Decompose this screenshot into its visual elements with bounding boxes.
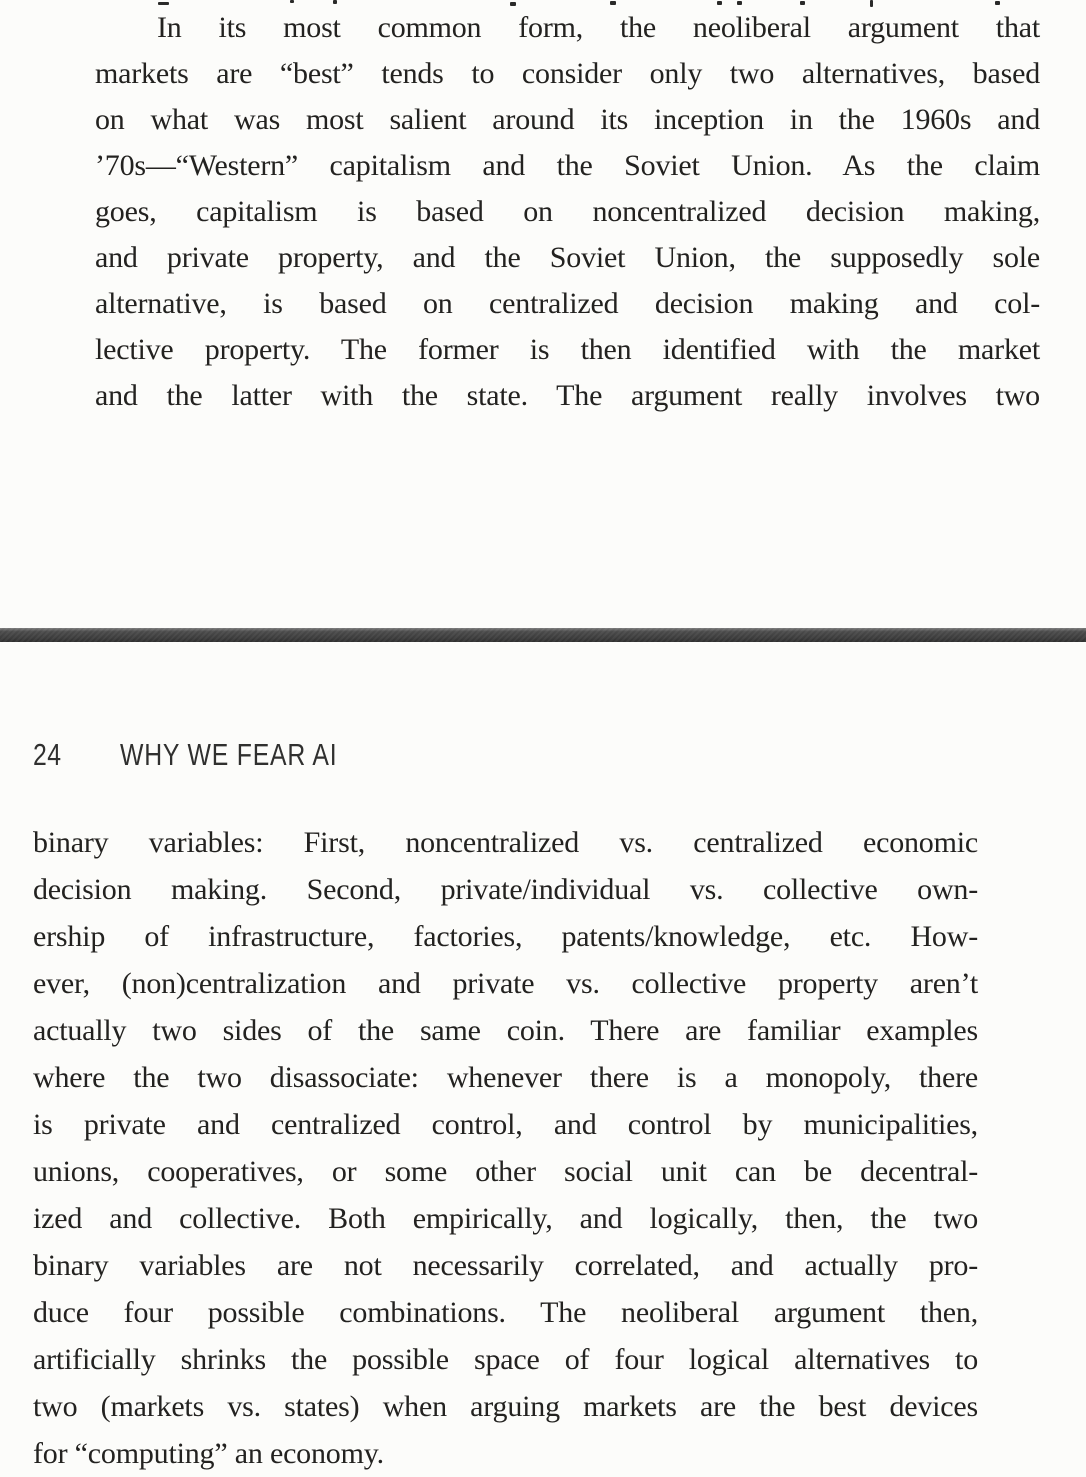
current-page-text-block <box>33 819 978 1477</box>
text-line: markets are “best” tends to consider only two alternatives, based <box>95 57 1040 90</box>
text-line: ership of infrastructure, factories, patents/knowledge, etc. How- <box>33 920 978 953</box>
text-line: alternative, is based on centralized decision making and col- <box>95 287 1040 320</box>
text-line: and the latter with the state. The argument really involves two <box>95 379 1040 412</box>
running-header <box>33 738 392 772</box>
text-line: decision making. Second, private/individual vs. collective own- <box>33 873 978 906</box>
text-line: In its most common form, the neoliberal argument that <box>157 11 1040 44</box>
text-line: ized and collective. Both empirically, and logically, then, the two <box>33 1202 978 1235</box>
text-line: ever, (non)centralization and private vs. collective property aren’t <box>33 967 978 1000</box>
text-line: artificially shrinks the possible space of four logical alternatives to <box>33 1343 978 1376</box>
text-line: binary variables are not necessarily correlated, and actually pro- <box>33 1249 978 1282</box>
text-line: two (markets vs. states) when arguing markets are the best devices <box>33 1390 978 1423</box>
page-number: 24 <box>33 737 62 772</box>
clipped-glyph-fragment <box>333 0 337 4</box>
clipped-glyph-fragment <box>290 0 294 3</box>
page-break-divider <box>0 628 1086 642</box>
text-line: ’70s—“Western” capitalism and the Soviet Union. As the claim <box>95 149 1040 182</box>
running-title: WHY WE FEAR AI <box>120 737 338 772</box>
text-line: duce four possible combinations. The neoliberal argument then, <box>33 1296 978 1329</box>
text-line: where the two disassociate: whenever there is a monopoly, there <box>33 1061 978 1094</box>
text-line: goes, capitalism is based on noncentralized decision making, <box>95 195 1040 228</box>
text-line: on what was most salient around its inception in the 1960s and <box>95 103 1040 136</box>
text-line: lective property. The former is then identified with the market <box>95 333 1040 366</box>
text-line: is private and centralized control, and control by municipalities, <box>33 1108 978 1141</box>
text-line: and private property, and the Soviet Union, the supposedly sole <box>95 241 1040 274</box>
text-line: binary variables: First, noncentralized vs. centralized economic <box>33 826 978 859</box>
previous-page-text-block <box>95 5 1040 419</box>
text-line: unions, cooperatives, or some other social unit can be decentral- <box>33 1155 978 1188</box>
text-line: for “computing” an economy. <box>33 1437 384 1470</box>
text-line: actually two sides of the same coin. There are familiar examples <box>33 1014 978 1047</box>
